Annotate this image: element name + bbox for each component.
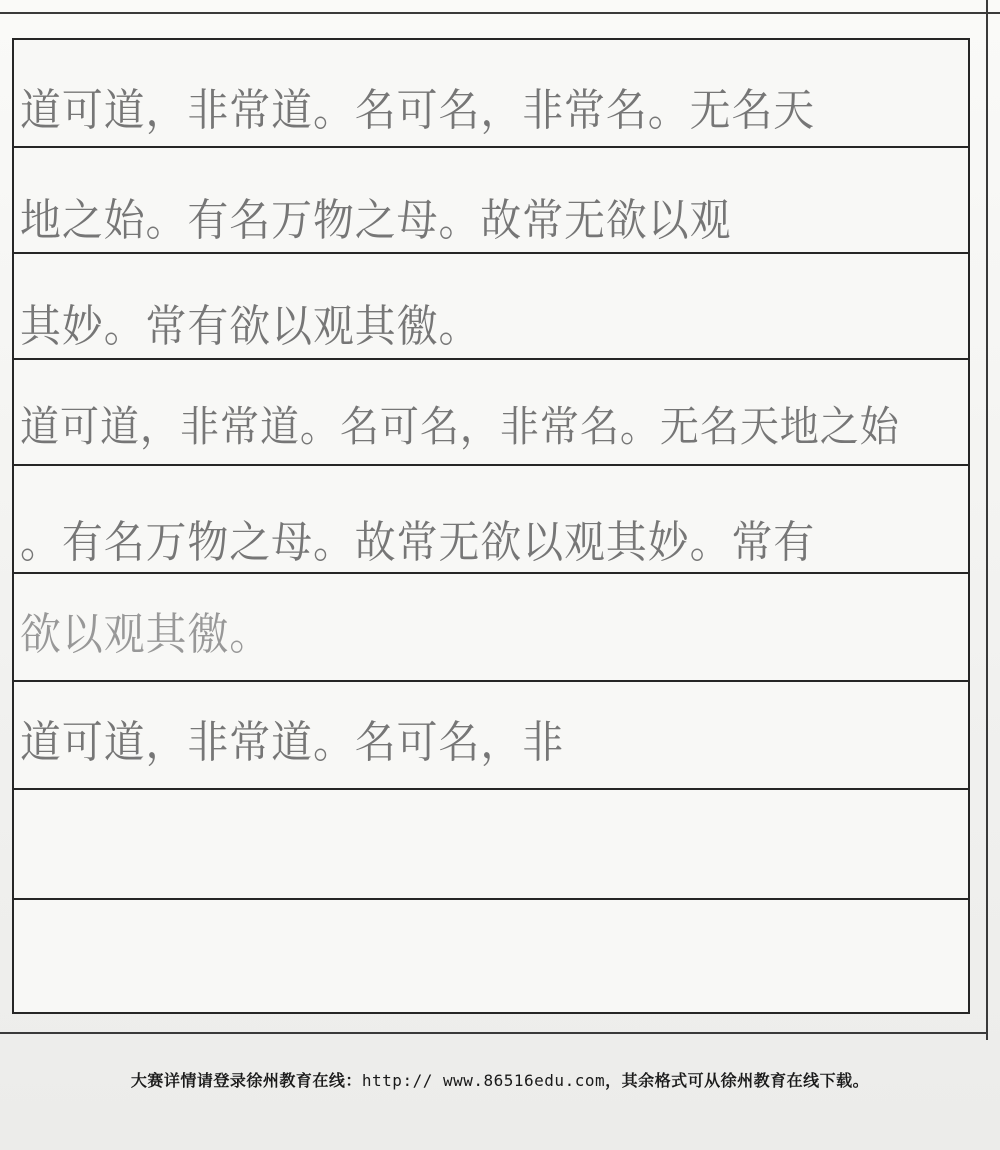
handwritten-line: 道可道，非常道。名可名，非常名。无名天地之始 (20, 402, 900, 451)
footer-note (0, 1068, 1000, 1091)
practice-row-4 (14, 360, 968, 466)
handwritten-line: 地之始。有名万物之母。故常无欲以观 (20, 195, 732, 246)
footer-url-link[interactable]: http:// www.86516edu.com (361, 1071, 606, 1090)
handwriting-practice-grid (12, 38, 970, 1014)
handwritten-line: 道可道，非常道。名可名，非常名。无名天 (20, 85, 816, 136)
paper-bottom-edge (0, 1032, 988, 1034)
practice-row-7 (14, 682, 968, 790)
handwritten-line: 欲以观其徼。 (20, 609, 272, 660)
handwritten-line: 。有名万物之母。故常无欲以观其妙。常有 (20, 517, 816, 568)
footer-text-prefix: 大赛详情请登录徐州教育在线： (130, 1071, 362, 1090)
handwritten-line: 其妙。常有欲以观其徼。 (20, 301, 481, 352)
practice-row-6 (14, 574, 968, 682)
handwritten-line: 道可道，非常道。名可名，非 (20, 717, 565, 768)
paper-right-edge (986, 0, 988, 1040)
practice-row-5 (14, 466, 968, 574)
practice-row-9 (14, 900, 968, 1012)
practice-row-8 (14, 790, 968, 900)
practice-row-1 (14, 40, 968, 148)
paper-top-edge (0, 12, 1000, 14)
practice-row-3 (14, 254, 968, 360)
practice-row-2 (14, 148, 968, 254)
footer-text-suffix: ，其余格式可从徐州教育在线下载。 (605, 1071, 870, 1090)
